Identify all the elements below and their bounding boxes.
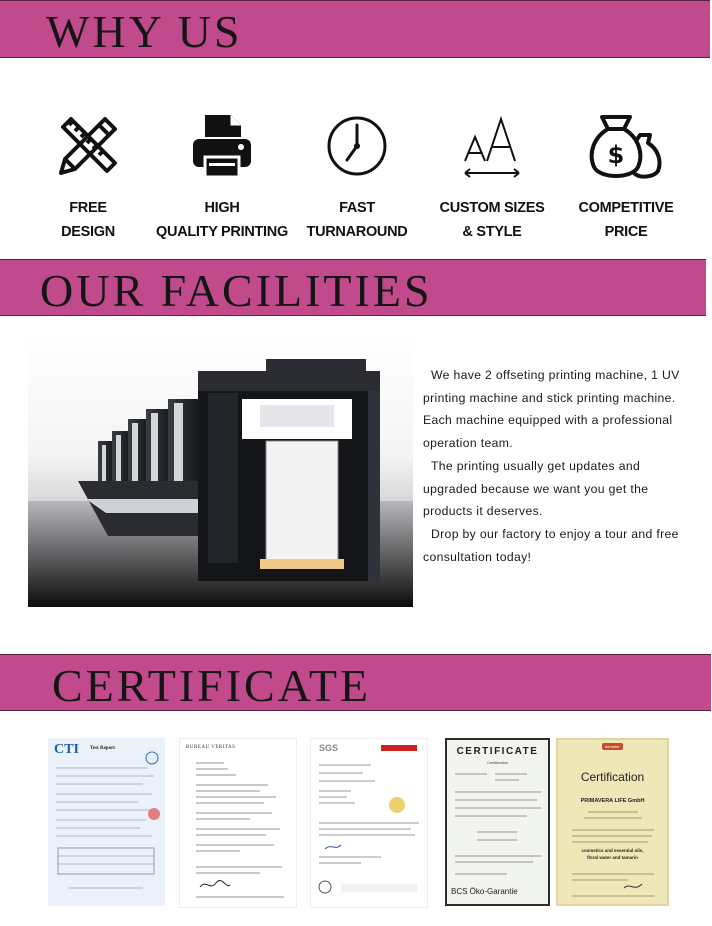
sgs-logo: SGS [319,743,339,753]
printer-icon [152,108,292,184]
feature-label-line2: PRICE [604,224,648,240]
feature-high-quality-printing [152,108,292,244]
primavera-line2: floral water and tamarin [587,855,638,860]
feature-label-line1: HIGH [204,200,240,216]
bcs-certificate-title: CERTIFICATE [456,746,539,757]
clock-icon [287,108,427,184]
feature-fast-turnaround [287,108,427,244]
pencil-ruler-icon [18,108,158,184]
feature-label-line1: CUSTOM SIZES [439,200,545,216]
text-size-icon [422,108,562,184]
certificate-title: CERTIFICATE [52,660,372,711]
bcs-certificate-image [445,738,550,906]
feature-label-line1: COMPETITIVE [578,200,674,216]
primavera-line1: cosmetics and essential oils, [581,848,644,853]
facilities-description [423,364,698,568]
facilities-paragraph: We have 2 offseting printing machine, 1 UV printing machine and stick printing machine. Each machine equipped with a professional operation team. [423,368,680,451]
primavera-certificate-image [556,738,669,906]
why-us-banner [0,0,710,58]
facilities-title: OUR FACILITIES [40,265,433,316]
cti-heading: Test Report [90,746,115,751]
primavera-company: PRIMAVERA LIFE GmbH [580,798,645,804]
feature-label-line2: QUALITY PRINTING [156,224,288,240]
feature-label-line2: & STYLE [462,224,522,240]
svg-text:$: $ [607,141,625,169]
facilities-paragraph: The printing usually get updates and upgraded because we want you get the products it deserves. [423,458,649,519]
facilities-paragraph: Drop by our factory to enjoy a tour and free consultation today! [423,526,679,564]
feature-label-line1: FREE [69,200,107,216]
demeter-badge: demeter [602,743,623,750]
certificate-banner [0,654,711,711]
feature-label-line2: TURNAROUND [306,224,408,240]
facilities-banner [0,259,706,316]
sgs-report-image [310,738,428,908]
feature-label-line2: DESIGN [61,224,115,240]
feature-competitive-price [556,108,696,244]
feature-custom-sizes [422,108,562,244]
bureau-veritas-logo: BUREAU VERITAS [186,745,236,750]
cti-logo: CTI [54,742,79,757]
bcs-footer: BCS Öko-Garantie [451,887,518,896]
primavera-certificate-title: Certification [580,770,645,784]
printing-machine-image [28,331,413,607]
money-bags-icon [556,108,696,184]
feature-label-line1: FAST [339,200,375,216]
bureau-veritas-report-image [179,738,297,908]
why-us-title: WHY US [46,6,243,57]
bcs-certificate-subtitle: Certification [486,760,509,765]
feature-free-design [18,108,158,244]
cti-test-report-image [48,738,165,906]
